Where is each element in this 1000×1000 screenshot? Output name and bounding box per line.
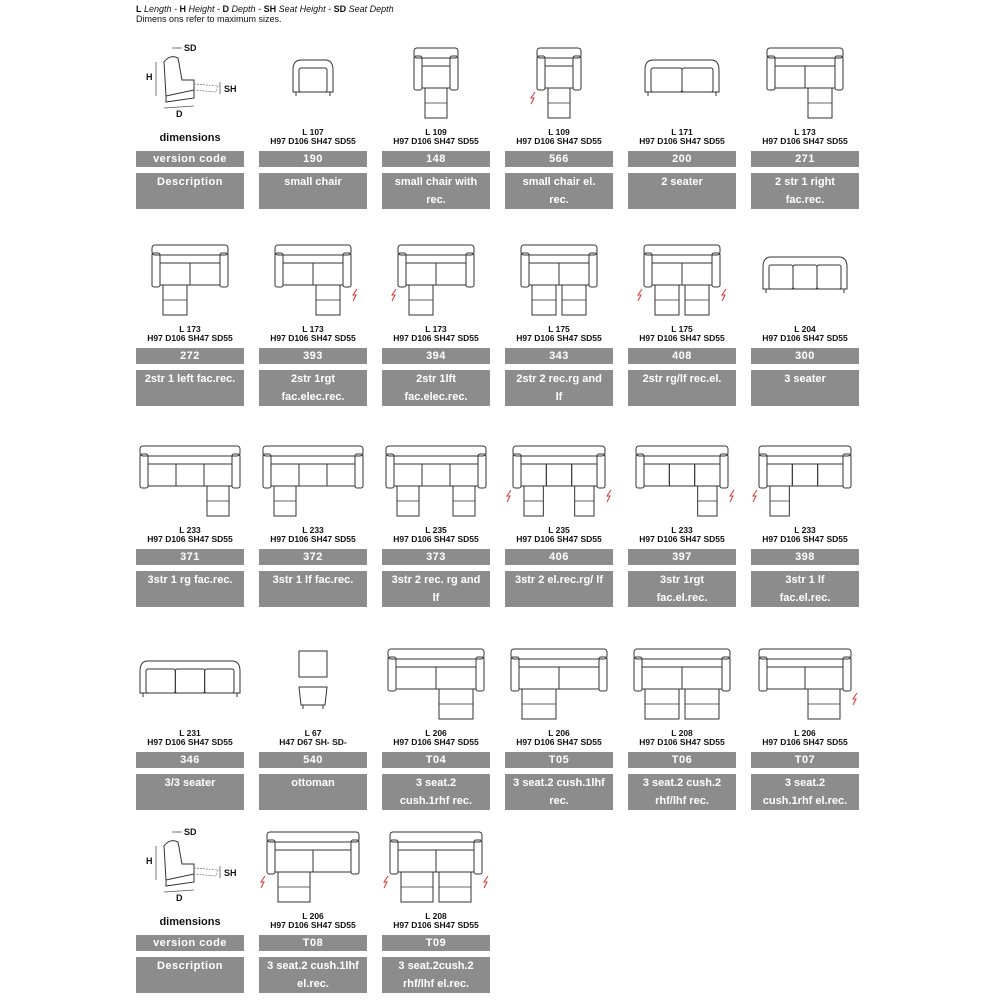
- diagram-label-d: D: [176, 109, 183, 119]
- dimensions-label: dimensions: [159, 916, 221, 928]
- product-length: L 171: [671, 127, 693, 137]
- description-label: [136, 173, 244, 209]
- description-line-2: fac.el.rec.: [779, 592, 831, 604]
- product-sizes: H97 D106 SH47 SD55: [516, 333, 602, 343]
- description-line-2: fac.rec.: [785, 194, 825, 206]
- product-picture: [751, 438, 859, 518]
- dimension-diagram-bottom: [136, 824, 244, 904]
- legend: [136, 4, 394, 24]
- description-line-2: fac.elec.rec.: [404, 391, 468, 403]
- product-description: [382, 173, 490, 209]
- version-code: 200: [628, 151, 736, 167]
- three-seat-two-cushion-rhf-recliner-icon: [382, 641, 490, 721]
- three-seater-two-el-recliner-icon: [505, 438, 613, 518]
- product-description: [628, 370, 736, 406]
- version-code: 408: [628, 348, 736, 364]
- product-length: L 231: [179, 728, 201, 738]
- legend-l-text: Length -: [141, 4, 180, 14]
- description-line-1: 3 seat.2cush.2: [398, 960, 474, 972]
- description-line-1: small chair el.: [522, 176, 596, 188]
- product-length: L 233: [179, 525, 201, 535]
- version-code: T05: [505, 752, 613, 768]
- version-code: 540: [259, 752, 367, 768]
- product-sizes: H97 D106 SH47 SD55: [393, 920, 479, 930]
- product-dimensions: [259, 729, 367, 747]
- product-length: L 204: [794, 324, 816, 334]
- product-picture: [505, 40, 613, 120]
- product-length: L 208: [671, 728, 693, 738]
- product-description: [751, 774, 859, 810]
- description-line-1: small chair with: [394, 176, 478, 188]
- product-picture: [136, 237, 244, 317]
- product-dimensions: [136, 325, 244, 343]
- description-line-2: fac.el.rec.: [656, 592, 708, 604]
- product-sizes: H97 D106 SH47 SD55: [639, 534, 725, 544]
- version-code: 373: [382, 549, 490, 565]
- description-line-1: 2 str 1 right: [775, 176, 835, 188]
- product-length: L 175: [548, 324, 570, 334]
- product-dimensions: [382, 128, 490, 146]
- product-description: [505, 571, 613, 607]
- product-picture: [751, 237, 859, 317]
- legend-sh-text: Seat Height -: [276, 4, 334, 14]
- two-seater-two-recliner-icon: [505, 237, 613, 317]
- product-sizes: H97 D106 SH47 SD55: [393, 136, 479, 146]
- product-length: L 109: [425, 127, 447, 137]
- product-dimensions: [751, 526, 859, 544]
- product-description: [259, 571, 367, 607]
- product-dimensions: [259, 325, 367, 343]
- product-sizes: H47 D67 SH- SD-: [279, 737, 347, 747]
- description-line-1: 2 seater: [661, 176, 703, 188]
- product-picture: [628, 641, 736, 721]
- product-picture: [751, 40, 859, 120]
- product-length: L 233: [302, 525, 324, 535]
- product-description: [259, 173, 367, 209]
- product-sizes: H97 D106 SH47 SD55: [762, 333, 848, 343]
- product-length: L 206: [548, 728, 570, 738]
- legend-sd-text: Seat Depth: [346, 4, 394, 14]
- description-line-1: 2str 1rgt: [290, 373, 336, 385]
- ottoman-icon: [259, 641, 367, 721]
- product-dimensions: [259, 128, 367, 146]
- version-code: T06: [628, 752, 736, 768]
- description-line-1: small chair: [284, 176, 342, 188]
- two-seater-two-el-recliner-icon: [628, 237, 736, 317]
- version-code: 397: [628, 549, 736, 565]
- version-code: T09: [382, 935, 490, 951]
- diagram-label-sd: SD: [184, 827, 197, 837]
- description-line-2: rec.: [549, 194, 569, 206]
- three-seater-icon: [751, 237, 859, 317]
- product-picture: [505, 641, 613, 721]
- product-picture: [136, 641, 244, 721]
- description-line-1: 3 seat.2 cush.1lhf: [267, 960, 359, 972]
- product-dimensions: [382, 325, 490, 343]
- description-line-2: cush.1rhf rec.: [399, 795, 473, 807]
- product-picture: [505, 438, 613, 518]
- diagram-label-sh: SH: [224, 868, 237, 878]
- version-code-label: version code: [136, 151, 244, 167]
- three-seat-two-cushion-lhf-el-recliner-icon: [259, 824, 367, 904]
- product-picture: [628, 40, 736, 120]
- product-length: L 173: [179, 324, 201, 334]
- product-dimensions: [382, 729, 490, 747]
- version-code: T08: [259, 935, 367, 951]
- diagram-label-sd: SD: [184, 43, 197, 53]
- description-line-1: 3str 1 rg fac.rec.: [147, 574, 233, 586]
- diagram-label-d: D: [176, 893, 183, 903]
- product-dimensions: [382, 912, 490, 930]
- description-line-1: 3str 1rgt: [659, 574, 705, 586]
- product-dimensions: [751, 729, 859, 747]
- product-description: [751, 370, 859, 406]
- description-line-1: 3 seat.2: [415, 777, 457, 789]
- version-code: T07: [751, 752, 859, 768]
- product-description: [628, 571, 736, 607]
- product-length: L 206: [302, 911, 324, 921]
- version-code: 371: [136, 549, 244, 565]
- product-length: L 175: [671, 324, 693, 334]
- product-sizes: H97 D106 SH47 SD55: [147, 737, 233, 747]
- three-seater-left-recliner-icon: [259, 438, 367, 518]
- legend-l: L: [136, 4, 142, 14]
- version-code: 343: [505, 348, 613, 364]
- product-length: L 173: [302, 324, 324, 334]
- description-line-1: 3/3 seater: [164, 777, 216, 789]
- product-sizes: H97 D106 SH47 SD55: [762, 737, 848, 747]
- product-picture: [136, 438, 244, 518]
- description-line-2: rec.: [426, 194, 446, 206]
- description-line-1: 3str 2 el.rec.rg/ lf: [514, 574, 604, 586]
- description-label-text: Description: [156, 960, 223, 972]
- product-sizes: H97 D106 SH47 SD55: [516, 737, 602, 747]
- three-seater-right-el-recliner-icon: [628, 438, 736, 518]
- product-description: [259, 957, 367, 993]
- product-picture: [382, 237, 490, 317]
- product-length: L 206: [794, 728, 816, 738]
- product-sizes: H97 D106 SH47 SD55: [762, 136, 848, 146]
- product-description: [136, 370, 244, 406]
- dimensions-label: dimensions: [159, 132, 221, 144]
- product-picture: [382, 824, 490, 904]
- chair-icon: [259, 40, 367, 120]
- product-length: L 233: [671, 525, 693, 535]
- three-seater-two-recliner-icon: [382, 438, 490, 518]
- description-label: [136, 957, 244, 993]
- product-sizes: H97 D106 SH47 SD55: [639, 333, 725, 343]
- description-line-1: 2str rg/lf rec.el.: [642, 373, 722, 385]
- legend-line-1: [136, 4, 394, 14]
- product-sizes: H97 D106 SH47 SD55: [270, 534, 356, 544]
- product-length: L 235: [548, 525, 570, 535]
- version-code: 372: [259, 549, 367, 565]
- version-code: T04: [382, 752, 490, 768]
- product-dimensions: [259, 912, 367, 930]
- product-length: L 235: [425, 525, 447, 535]
- three-seater-left-el-recliner-icon: [751, 438, 859, 518]
- two-seater-icon: [628, 40, 736, 120]
- product-description: [751, 571, 859, 607]
- legend-line-2: Dimens ons refer to maximum sizes.: [136, 14, 282, 24]
- version-code: 406: [505, 549, 613, 565]
- description-line-2: rhf/lhf rec.: [655, 795, 709, 807]
- product-dimensions: [505, 526, 613, 544]
- product-description: [259, 370, 367, 406]
- version-code: 393: [259, 348, 367, 364]
- product-sizes: H97 D106 SH47 SD55: [270, 136, 356, 146]
- product-sizes: H97 D106 SH47 SD55: [639, 737, 725, 747]
- description-label-text: Description: [156, 176, 223, 188]
- product-picture: [628, 237, 736, 317]
- product-description: [382, 370, 490, 406]
- legend-h-text: Height -: [186, 4, 223, 14]
- product-description: [751, 173, 859, 209]
- product-picture: [382, 40, 490, 120]
- product-picture: [259, 40, 367, 120]
- product-dimensions: [628, 325, 736, 343]
- version-code: 398: [751, 549, 859, 565]
- three-three-seater-icon: [136, 641, 244, 721]
- product-sizes: H97 D106 SH47 SD55: [147, 534, 233, 544]
- version-code: 346: [136, 752, 244, 768]
- version-code: 394: [382, 348, 490, 364]
- product-picture: [259, 824, 367, 904]
- legend-d-text: Depth -: [229, 4, 264, 14]
- product-sizes: H97 D106 SH47 SD55: [270, 333, 356, 343]
- description-line-1: 3 seat.2 cush.1lhf: [513, 777, 605, 789]
- description-line-1: 2str 1lft: [416, 373, 456, 385]
- description-line-1: 3 seat.2: [784, 777, 826, 789]
- description-line-1: 3 seat.2 cush.2: [642, 777, 722, 789]
- product-sizes: H97 D106 SH47 SD55: [393, 534, 479, 544]
- version-code: 300: [751, 348, 859, 364]
- product-dimensions: [628, 526, 736, 544]
- product-length: L 67: [304, 728, 322, 738]
- product-description: [382, 957, 490, 993]
- three-seater-right-recliner-icon: [136, 438, 244, 518]
- version-code: 190: [259, 151, 367, 167]
- product-picture: [751, 641, 859, 721]
- product-sizes: H97 D106 SH47 SD55: [762, 534, 848, 544]
- description-line-2: fac.elec.rec.: [281, 391, 345, 403]
- product-dimensions: [136, 526, 244, 544]
- product-sizes: H97 D106 SH47 SD55: [393, 333, 479, 343]
- product-dimensions: [505, 128, 613, 146]
- legend-sd: SD: [333, 4, 347, 14]
- diagram-label-h: H: [146, 856, 153, 866]
- description-line-1: 2str 1 left fac.rec.: [144, 373, 236, 385]
- product-description: [136, 774, 244, 810]
- description-line-1: 2str 2 rec.rg and: [516, 373, 602, 385]
- dimension-diagram-bottom-icon: [136, 824, 244, 904]
- product-dimensions: [505, 325, 613, 343]
- diagram-label-h: H: [146, 72, 153, 82]
- product-length: L 208: [425, 911, 447, 921]
- product-length: L 173: [425, 324, 447, 334]
- product-length: L 107: [302, 127, 324, 137]
- product-picture: [259, 438, 367, 518]
- product-sizes: H97 D106 SH47 SD55: [639, 136, 725, 146]
- description-line-1: 3str 1 lf fac.rec.: [272, 574, 354, 586]
- description-line-2: cush.1rhf el.rec.: [762, 795, 848, 807]
- description-line-1: 3 seater: [784, 373, 826, 385]
- product-dimensions: [751, 128, 859, 146]
- legend-h: H: [179, 4, 187, 14]
- diagram-label-sh: SH: [224, 84, 237, 94]
- description-line-2: lf: [432, 592, 440, 604]
- product-description: [505, 173, 613, 209]
- product-description: [136, 571, 244, 607]
- product-sizes: H97 D106 SH47 SD55: [516, 534, 602, 544]
- legend-sh: SH: [263, 4, 277, 14]
- product-description: [505, 774, 613, 810]
- two-seater-left-el-recliner-icon: [382, 237, 490, 317]
- product-description: [382, 774, 490, 810]
- recliner-chair-icon: [382, 40, 490, 120]
- legend-d: D: [222, 4, 230, 14]
- product-description: [259, 774, 367, 810]
- product-length: L 206: [425, 728, 447, 738]
- three-seat-two-cushion-two-el-recliner-icon: [382, 824, 490, 904]
- dimension-diagram: [136, 40, 244, 120]
- description-line-1: 3str 1 lf: [785, 574, 825, 586]
- description-line-2: rhf/lhf el.rec.: [402, 978, 470, 990]
- product-dimensions: [628, 729, 736, 747]
- product-length: L 109: [548, 127, 570, 137]
- product-sizes: H97 D106 SH47 SD55: [270, 920, 356, 930]
- product-picture: [382, 641, 490, 721]
- three-seat-two-cushion-rhf-el-recliner-icon: [751, 641, 859, 721]
- two-seater-right-el-recliner-icon: [259, 237, 367, 317]
- product-description: [628, 173, 736, 209]
- two-seater-right-recliner-icon: [751, 40, 859, 120]
- electric-recliner-chair-icon: [505, 40, 613, 120]
- description-line-2: rec.: [549, 795, 569, 807]
- product-dimensions: [382, 526, 490, 544]
- product-sizes: H97 D106 SH47 SD55: [393, 737, 479, 747]
- version-code: 271: [751, 151, 859, 167]
- product-dimensions: [136, 729, 244, 747]
- product-picture: [505, 237, 613, 317]
- product-picture: [382, 438, 490, 518]
- product-description: [628, 774, 736, 810]
- product-length: L 173: [794, 127, 816, 137]
- product-dimensions: [259, 526, 367, 544]
- product-description: [505, 370, 613, 406]
- two-seater-left-recliner-icon: [136, 237, 244, 317]
- product-picture: [259, 237, 367, 317]
- version-code: 148: [382, 151, 490, 167]
- version-code: 272: [136, 348, 244, 364]
- product-picture: [628, 438, 736, 518]
- product-description: [382, 571, 490, 607]
- product-length: L 233: [794, 525, 816, 535]
- three-seat-two-cushion-lhf-recliner-icon: [505, 641, 613, 721]
- version-code: 566: [505, 151, 613, 167]
- three-seat-two-cushion-two-recliner-icon: [628, 641, 736, 721]
- product-sizes: H97 D106 SH47 SD55: [516, 136, 602, 146]
- product-dimensions: [505, 729, 613, 747]
- product-sizes: H97 D106 SH47 SD55: [147, 333, 233, 343]
- description-line-2: lf: [555, 391, 563, 403]
- product-dimensions: [751, 325, 859, 343]
- product-picture: [259, 641, 367, 721]
- description-line-1: 3str 2 rec. rg and: [391, 574, 481, 586]
- dimension-diagram-icon: [136, 40, 244, 120]
- product-dimensions: [628, 128, 736, 146]
- description-line-1: ottoman: [291, 777, 335, 789]
- version-code-label: version code: [136, 935, 244, 951]
- description-line-2: el.rec.: [297, 978, 329, 990]
